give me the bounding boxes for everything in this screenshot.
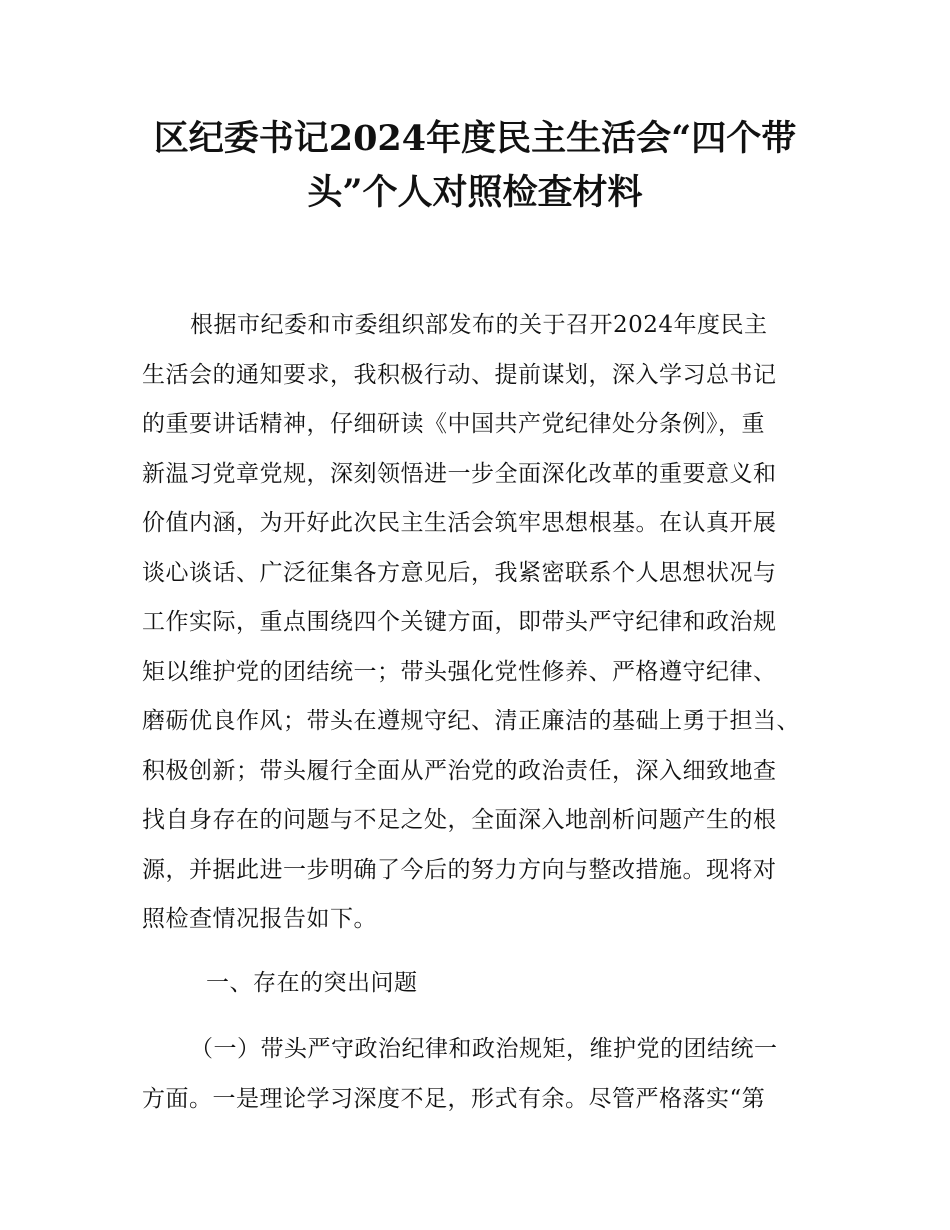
subsection-line-2: 方面。一是理论学习深度不足，形式有余。尽管严格落实“第 — [142, 1086, 766, 1112]
paragraph-line-4: 新温习党章党规，深刻领悟进一步全面深化改革的重要意义和 — [142, 461, 777, 487]
paragraph-line-7: 工作实际，重点围绕四个关键方面，即带头严守纪律和政治规 — [142, 609, 777, 635]
paragraph-line-9: 磨砺优良作风；带头在遵规守纪、清正廉洁的基础上勇于担当、 — [142, 708, 800, 734]
paragraph-line-6: 谈心谈话、广泛征集各方意见后，我紧密联系个人思想状况与 — [142, 560, 777, 586]
paragraph-line-11: 找自身存在的问题与不足之处，全面深入地剖析问题产生的根 — [142, 807, 777, 833]
document-title — [120, 112, 830, 220]
subsection-line-1: （一）带头严守政治纪律和政治规矩，维护党的团结统一 — [190, 1036, 778, 1062]
title-line-1: 区纪委书记2024年度民主生活会“四个带 — [153, 118, 797, 159]
section-heading-1: 一、存在的突出问题 — [206, 970, 418, 996]
title-line-2: 头”个人对照检查材料 — [307, 172, 643, 213]
paragraph-line-1: 根据市纪委和市委组织部发布的关于召开2024年度民主 — [190, 312, 768, 338]
paragraph-line-5: 价值内涵，为开好此次民主生活会筑牢思想根基。在认真开展 — [142, 510, 777, 536]
paragraph-line-12: 源，并据此进一步明确了今后的努力方向与整改措施。现将对 — [142, 857, 777, 883]
paragraph-line-10: 积极创新；带头履行全面从严治党的政治责任，深入细致地查 — [142, 758, 777, 784]
paragraph-line-2: 生活会的通知要求，我积极行动、提前谋划，深入学习总书记 — [142, 362, 777, 388]
paragraph-line-3: 的重要讲话精神，仔细研读《中国共产党纪律处分条例》，重 — [142, 411, 765, 437]
paragraph-line-13: 照检查情况报告如下。 — [142, 906, 377, 932]
paragraph-line-8: 矩以维护党的团结统一；带头强化党性修养、严格遵守纪律、 — [142, 659, 777, 685]
